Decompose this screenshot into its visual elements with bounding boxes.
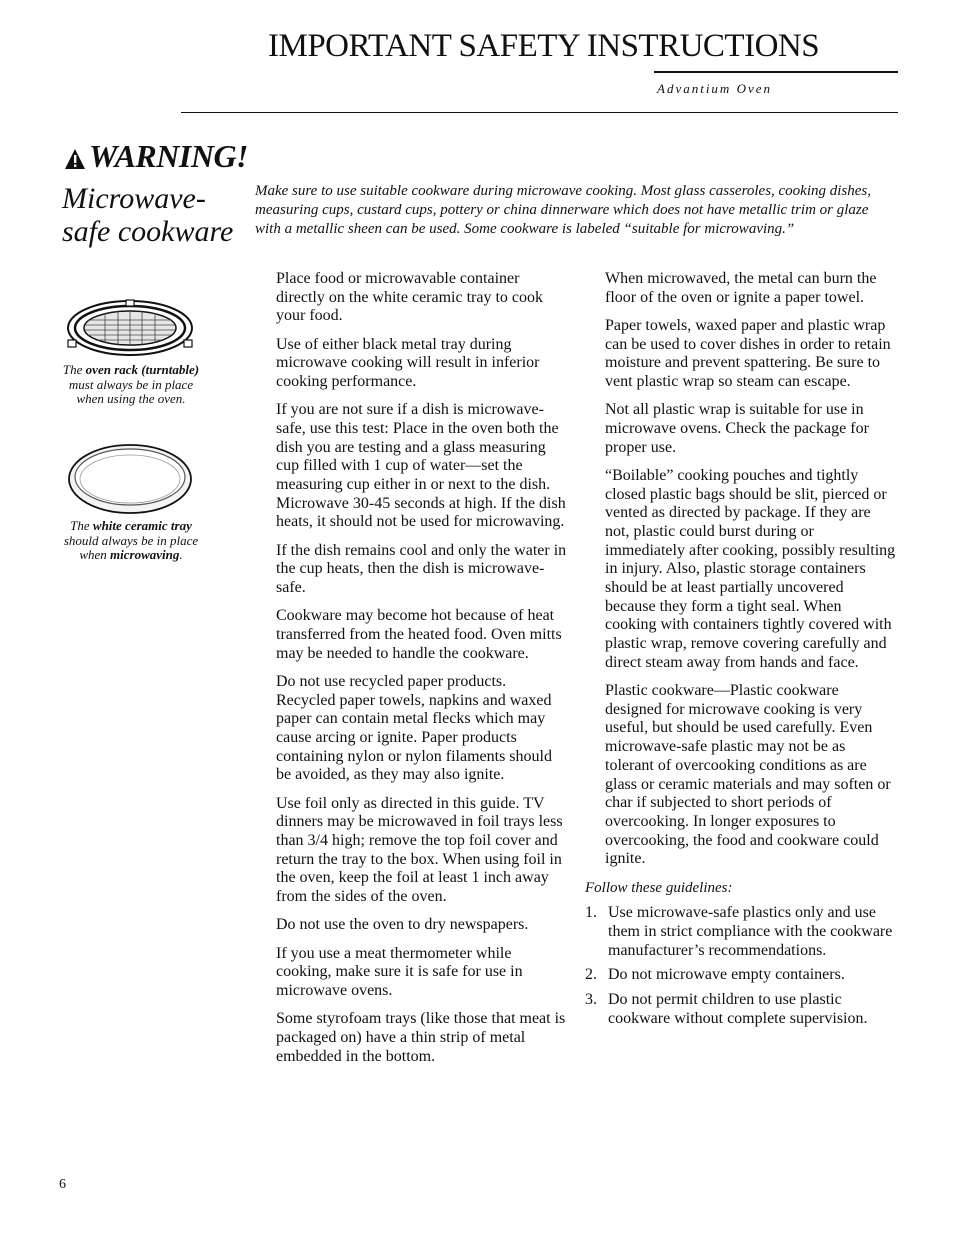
list-item-number: 2. [585, 966, 597, 984]
paragraph: Plastic cookware—Plastic cookware designed for microwave cooking is very useful, but should be used carefully. Even microwave-safe plastic may not be as tolerant of overcooking conditions as are glass or ceramic materials and may soften or char if subjected to short periods of overcooking. In longer exposures to overcooking, the food and cookware could ignite. [605, 682, 891, 868]
oven-rack-illustration [60, 298, 200, 358]
paragraph: If you are not sure if a dish is microwave-safe, use this test: Place in the oven both the dish you are testing and a glass measuring cup filled with 1 cup of water—set the measuring cup either in or next to the dish. Microwave 30-45 seconds at high. If the dish heats, it should not be used for microwaving. [276, 401, 566, 531]
ceramic-tray-caption [56, 519, 206, 563]
header-divider [181, 112, 898, 113]
paragraph: Not all plastic wrap is suitable for use in microwave ovens. Check the package for proper use. [605, 401, 869, 456]
product-subtitle: Advantium Oven [657, 81, 773, 96]
oven-rack-caption [56, 363, 206, 407]
list-item [585, 966, 897, 985]
caption-emphasis: microwaving [110, 547, 180, 562]
paragraph: If the dish remains cool and only the water in the cup heats, then the dish is microwave-safe. [276, 541, 567, 597]
list-item-number: 3. [585, 991, 597, 1009]
paragraph: When microwaved, the metal can burn the floor of the oven or ignite a paper towel. [605, 270, 877, 306]
left-text-column [276, 270, 568, 1076]
warning-label: WARNING! [89, 138, 248, 174]
page-title: IMPORTANT SAFETY INSTRUCTIONS [268, 28, 820, 64]
paragraph: Cookware may become hot because of heat transferred from the heated food. Oven mitts may be needed to handle the cookware. [276, 607, 562, 662]
page-number: 6 [59, 1177, 66, 1192]
warning-heading [64, 138, 248, 175]
paragraph: Paper towels, waxed paper and plastic wrap can be used to cover dishes in order to retain moisture and prevent spattering. Be sure to vent plastic wrap so steam can escape. [605, 316, 891, 391]
ceramic-tray-illustration [60, 441, 200, 517]
section-title: Microwave-safe cookware [62, 182, 234, 248]
list-item [585, 904, 897, 960]
caption-text: should always be in place when [63, 532, 199, 562]
warning-triangle-icon [64, 148, 86, 170]
caption-text: must always be in place when using the oven. [68, 376, 194, 406]
guidelines-label: Follow these guidelines: [585, 879, 733, 896]
caption-text: The [62, 362, 86, 377]
list-item-number: 1. [585, 904, 597, 922]
guidelines-list [585, 904, 897, 1028]
paragraph: Use of either black metal tray during microwave cooking will result in inferior cooking performance. [276, 335, 540, 391]
paragraph: If you use a meat thermometer while cooking, make sure it is safe for use in microwave ovens. [276, 944, 523, 999]
paragraph: Do not use recycled paper products. Recycled paper towels, napkins and waxed paper can contain metal flecks which may cause arcing or ignite. Paper products containing nylon or nylon filaments should be avoided, as they may also ignite. [276, 672, 552, 784]
caption-emphasis: oven rack (turntable) [85, 362, 200, 377]
list-item [585, 991, 897, 1028]
paragraph: Place food or microwavable container directly on the white ceramic tray to cook your food. [276, 270, 544, 325]
caption-text: The [70, 518, 93, 533]
paragraph: “Boilable” cooking pouches and tightly closed plastic bags should be slit, pierced or vented as directed by package. If they are not, plastic could burst during or immediately after cooking, possibly resulting in injury. Also, plastic storage containers should be at least partially uncovered because they form a tight seal. When cooking with containers tightly covered with plastic wrap, remove covering carefully and direct steam away from hands and face. [605, 466, 896, 671]
right-text-column [585, 270, 897, 1035]
section-intro: Make sure to use suitable cookware during microwave cooking. Most glass casseroles, cooking dishes, measuring cups, custard cups, pottery or china dinnerware which does not have metallic trim or glaze with a metallic sheen can be used. Some cookware is labeled “suitable for microwaving.” [255, 183, 872, 237]
list-item-text: Do not microwave empty containers. [608, 966, 845, 984]
paragraph: Use foil only as directed in this guide. TV dinners may be microwaved in foil trays less than 3/4 high; remove the top foil cover and return the tray to the box. When using foil in the oven, keep the foil at least 1 inch away from the sides of the oven. [276, 794, 563, 906]
paragraph: Some styrofoam trays (like those that meat is packaged on) have a thin strip of metal embedded in the bottom. [276, 1010, 566, 1065]
caption-text: . [179, 547, 183, 562]
caption-emphasis: white ceramic tray [92, 518, 192, 533]
paragraph: Do not use the oven to dry newspapers. [276, 916, 529, 934]
header-rule [654, 71, 898, 73]
list-item-text: Use microwave-safe plastics only and use them in strict compliance with the cookware manufacturer’s recommendations. [608, 904, 893, 959]
list-item-text: Do not permit children to use plastic cookware without complete supervision. [608, 991, 868, 1027]
